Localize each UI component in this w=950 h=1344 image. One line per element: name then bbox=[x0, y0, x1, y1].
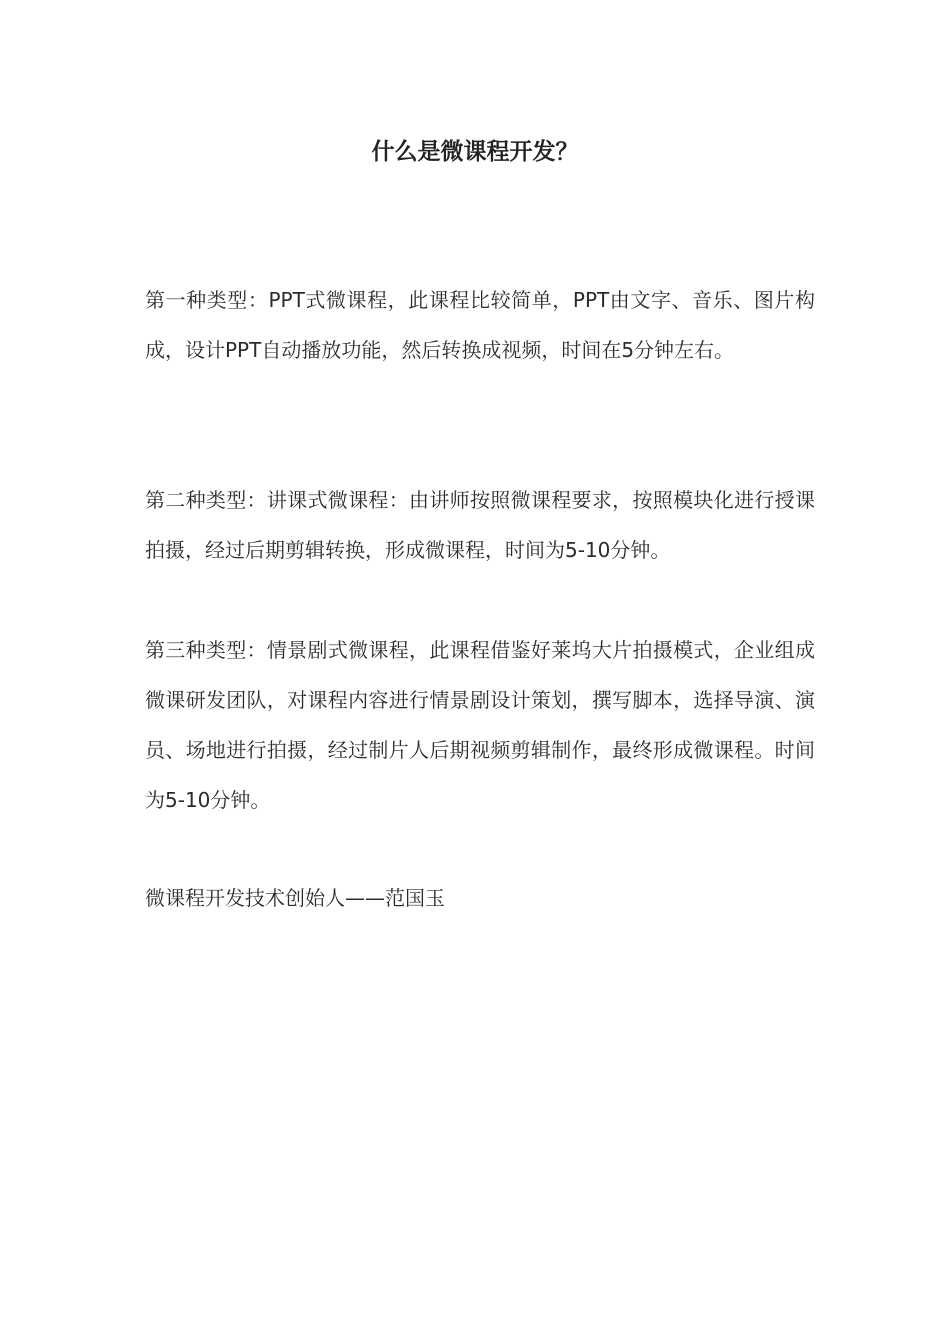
paragraph-text: 第一种类型：PPT式微课程，此课程比较简单，PPT由文字、音乐、图片构成，设计PPT自动播放功能，然后转换成视频，时间在5分钟左右。 bbox=[145, 288, 815, 362]
signature-text: 微课程开发技术创始人——范国玉 bbox=[145, 886, 445, 910]
paragraph-type-one bbox=[145, 275, 815, 375]
paragraph-type-three bbox=[145, 625, 815, 825]
paragraph-type-two bbox=[145, 475, 815, 575]
paragraph-text: 第二种类型：讲课式微课程：由讲师按照微课程要求，按照模块化进行授课拍摄，经过后期剪辑转换，形成微课程，时间为5-10分钟。 bbox=[145, 488, 815, 562]
document-title: 什么是微课程开发？ bbox=[371, 138, 579, 165]
paragraph-text: 第三种类型：情景剧式微课程，此课程借鉴好莱坞大片拍摄模式，企业组成微课研发团队，对课程内容进行情景剧设计策划，撰写脚本，选择导演、演员、场地进行拍摄，经过制片人后期视频剪辑制作，最终形成微课程。时间为5-10分钟。 bbox=[145, 638, 815, 812]
author-signature bbox=[145, 873, 815, 923]
